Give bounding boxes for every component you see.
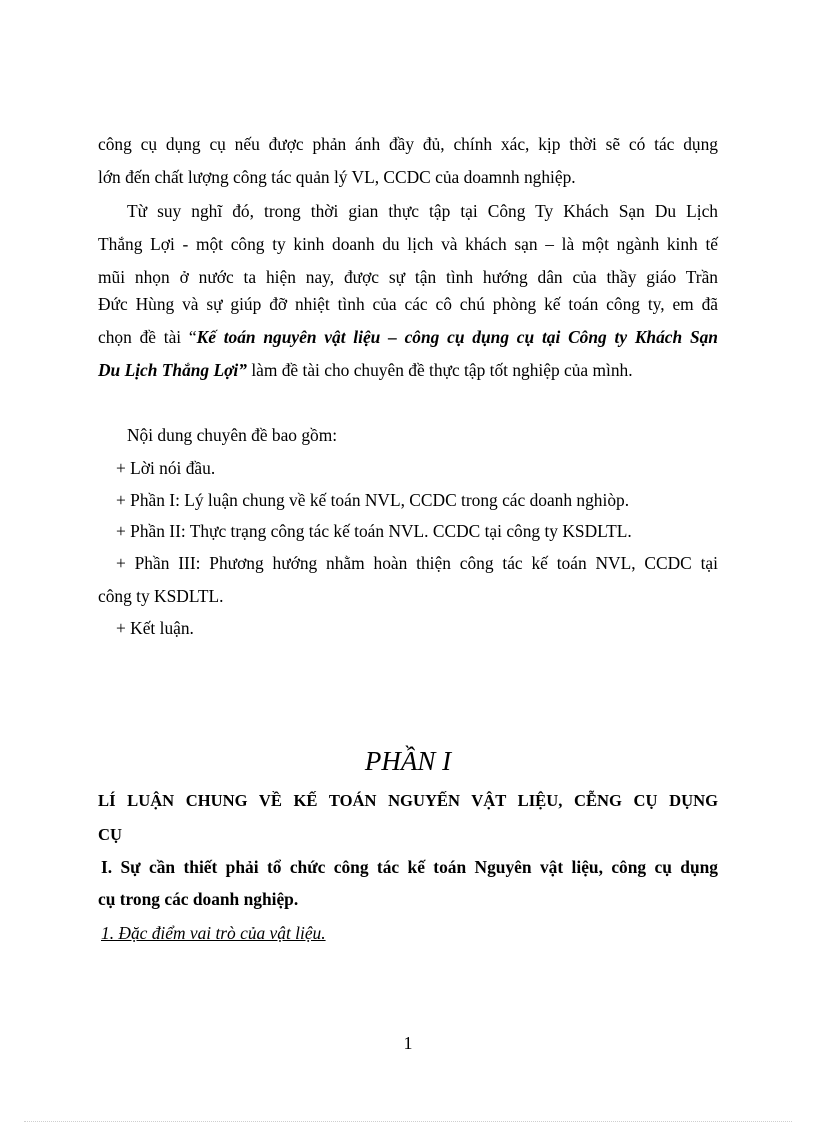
body-text-line: công cụ dụng cụ nếu được phản ánh đầy đủ, chính xác, kịp thời sẽ có tác dụng — [98, 134, 718, 154]
page-bottom-border — [24, 1121, 792, 1122]
part-title: PHẦN I — [364, 746, 452, 776]
list-item: + Lời nói đầu. — [116, 458, 216, 478]
list-item: + Kết luận. — [116, 618, 194, 638]
contents-intro: Nội dung chuyên đề bao gồm: — [127, 425, 338, 445]
part-heading: LÍ LUẬN CHUNG VỀ KẾ TOÁN NGUYẾN VẬT LIỆU, CỄNG CỤ DỤNG — [98, 791, 718, 810]
body-text-line: lớn đến chất lượng công tác quản lý VL, CCDC của doamnh nghiệp. — [98, 167, 576, 187]
text-run: chọn đề tài “ — [98, 327, 197, 347]
body-text-line — [98, 326, 718, 348]
body-text-line: mũi nhọn ở nước ta hiện nay, được sự tận tình hướng dân của thầy giáo Trần — [98, 267, 718, 287]
body-text-line: Từ suy nghĩ đó, trong thời gian thực tập tại Công Ty Khách Sạn Du Lịch — [127, 201, 718, 221]
page-number: 1 — [403, 1033, 413, 1053]
text-run: làm đề tài cho chuyên đề thực tập tốt nghiệp của mình. — [246, 360, 633, 380]
list-item: + Phần III: Phương hướng nhằm hoàn thiện công tác kế toán NVL, CCDC tại — [116, 553, 718, 573]
body-text-line: Đức Hùng và sự giúp đỡ nhiệt tình của các cô chú phòng kế toán công ty, em đã — [98, 294, 718, 314]
thesis-title: Du Lịch Thắng Lợi” — [98, 360, 247, 380]
list-item: + Phần II: Thực trạng công tác kế toán NVL. CCDC tại công ty KSDLTL. — [116, 521, 632, 541]
body-text-line: Thắng Lợi - một công ty kinh doanh du lịch và khách sạn – là một ngành kinh tế — [98, 234, 718, 254]
section-heading: I. Sự cần thiết phải tổ chức công tác kế toán Nguyên vật liệu, công cụ dụng — [101, 857, 718, 877]
list-item: + Phần I: Lý luận chung về kế toán NVL, CCDC trong các doanh nghiòp. — [116, 490, 630, 510]
thesis-title: Kế toán nguyên vật liệu – công cụ dụng cụ tại Công ty Khách Sạn — [196, 327, 718, 347]
body-text-line — [98, 359, 633, 381]
list-item-continuation: công ty KSDLTL. — [98, 586, 224, 606]
section-heading: cụ trong các doanh nghiệp. — [98, 889, 299, 909]
subsection-heading: 1. Đặc điểm vai trò của vật liệu. — [101, 923, 326, 943]
part-heading: CỤ — [98, 825, 122, 844]
